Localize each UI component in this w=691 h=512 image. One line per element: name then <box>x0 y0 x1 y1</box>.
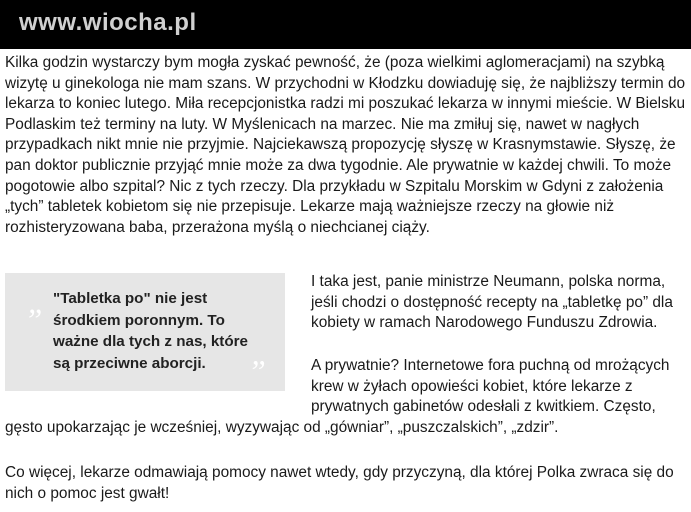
article-paragraph-3-line-1: A prywatnie? Internetowe fora puchną od mrożących <box>311 357 670 374</box>
pull-quote-text: "Tabletka po" nie jest środkiem poronnym. To ważne dla tych z nas, które są przeciwne aborcji. <box>53 290 248 372</box>
article-paragraph-3 <box>5 353 687 438</box>
site-logo[interactable]: www.wiocha.pl <box>19 9 197 36</box>
article-paragraph-2: I taka jest, panie ministrze Neumann, polska norma, jeśli chodzi o dostępność recepty na „tabletkę po” dla kobiety w ramach Narodowego Funduszu Zdrowia. <box>311 273 673 332</box>
close-quote-icon: ” <box>248 353 266 389</box>
article-paragraph-1: Kilka godzin wystarczy bym mogła zyskać pewność, że (poza wielkimi aglomeracjami) na szybką wizytę u ginekologa nie mam szans. W przychodni w Kłodzku dowiaduję się, że najbliższy termin do lekarza to koniec lutego. Miła recepcjonistka radzi mi poszukać lekarza w innymi mieście. W Bielsku Podlaskim też terminy na luty. W Myślenicach na marzec. Nie ma zmiłuj się, nawet w nagłych przypadkach nikt mnie nie przyjmie. Najciekawszą propozycję słyszę w Krasnymstawie. Słyszę, że pan doktor publicznie przyjąć mnie może za dwa tygodnie. Ale prywatnie w każdej chwili. To może pogotowie albo szpital? Nic z tych rzeczy. Dla przykładu w Szpitalu Morskim w Gdyni z założenia „tych” tabletek kobietom się nie przepisuje. Lekarze mają ważniejsze rzeczy na głowie niż rozhisteryzowana baba, przerażona myślą o niechcianej ciąży. <box>5 54 686 236</box>
site-header <box>0 0 691 49</box>
article-paragraph-3-line-2: krew w żyłach opowieści kobiet, które lekarze z <box>311 377 633 395</box>
article-body <box>5 53 687 238</box>
article-right-column <box>311 272 686 348</box>
open-quote-icon: „ <box>28 284 46 320</box>
article-paragraph-3-line-4: gęsto upokarzając je wcześniej, wyzywając od „gówniar”, „puszczalskich”, „zdzir”. <box>5 418 559 436</box>
article-paragraph-3-line-3: prywatnych gabinetów odesłali z kwitkiem. Często, <box>311 398 656 416</box>
article-paragraph-4: Co więcej, lekarze odmawiają pomocy nawet wtedy, gdy przyczyną, dla której Polka zwraca się do nich o pomoc jest gwałt! <box>5 464 674 502</box>
